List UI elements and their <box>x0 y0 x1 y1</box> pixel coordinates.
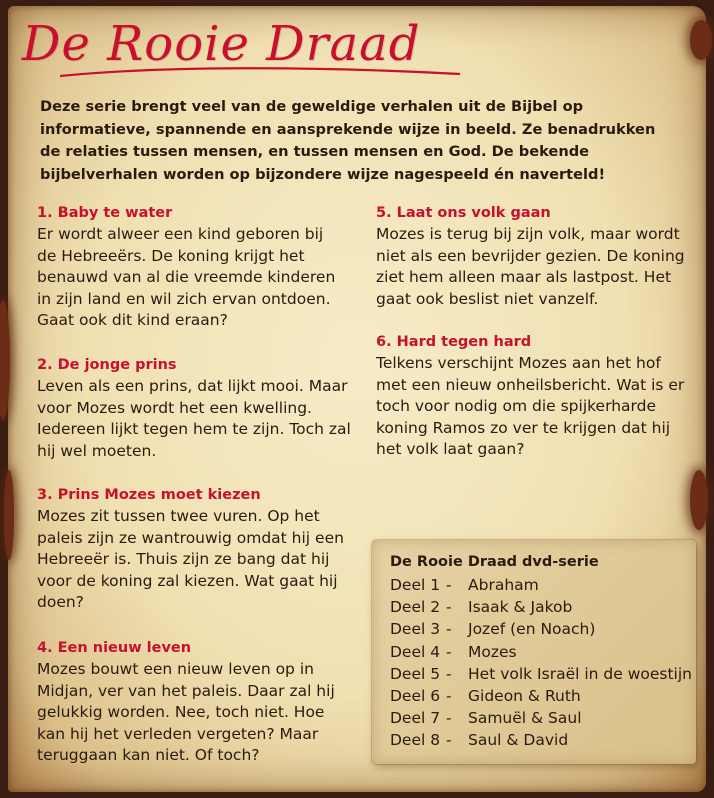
deel-number: Deel 5 <box>390 664 441 683</box>
list-item <box>390 598 692 620</box>
list-item <box>390 687 692 709</box>
episode-text: Telkens verschijnt Mozes aan het hof met een nieuw onheilsbericht. Wat is er toch voor nodig om die spijkerharde koning Ramos zo ver te krijgen dat hij het volk laat gaan? <box>376 354 685 459</box>
episode-heading: 2. De jonge prins <box>37 357 177 373</box>
dvd-series-box <box>372 540 696 764</box>
separator: - <box>446 642 452 661</box>
deel-title: Gideon & Ruth <box>468 686 581 705</box>
episode-heading: 1. Baby te water <box>37 205 173 221</box>
episode-text: Leven als een prins, dat lijkt mooi. Maar voor Mozes wordt het een kwelling. Iedereen lijkt tegen hem te zijn. Toch zal hij wel moeten. <box>37 377 351 460</box>
burn-mark <box>4 470 14 560</box>
separator: - <box>446 620 452 639</box>
episode-heading: 6. Hard tegen hard <box>376 334 532 350</box>
deel-number: Deel 4 <box>390 642 441 661</box>
episode-5 <box>376 202 696 310</box>
separator: - <box>446 686 452 705</box>
separator: - <box>446 664 452 683</box>
episode-heading: 3. Prins Mozes moet kiezen <box>37 487 261 503</box>
deel-title: Samuël & Saul <box>468 709 582 728</box>
separator: - <box>446 576 452 594</box>
deel-number: Deel 1 <box>390 576 441 594</box>
burn-mark <box>690 20 712 60</box>
deel-number: Deel 6 <box>390 686 441 705</box>
deel-number: Deel 8 <box>390 731 441 750</box>
list-item <box>390 731 692 753</box>
list-item <box>390 620 692 642</box>
episode-6 <box>376 331 696 461</box>
list-item <box>390 643 692 665</box>
list-item <box>390 576 692 598</box>
deel-number: Deel 7 <box>390 709 441 728</box>
deel-title: Het volk Israël in de woestijn <box>468 664 692 683</box>
dvd-series-heading: De Rooie Draad dvd-serie <box>390 554 599 570</box>
episode-heading: 5. Laat ons volk gaan <box>376 205 551 221</box>
separator: - <box>446 598 452 617</box>
burn-mark <box>690 470 708 530</box>
separator: - <box>446 731 452 750</box>
intro-text: Deze serie brengt veel van de geweldige verhalen uit de Bijbel op informatieve, spannende en aansprekende wijze in beeld. Ze benadrukken de relaties tussen mensen, en tussen mensen en God. De bekende bijbelverhalen worden op bijzondere wijze nagespeeld én naverteld! <box>40 98 656 183</box>
deel-number: Deel 2 <box>390 598 441 617</box>
dvd-series-list <box>390 576 692 754</box>
deel-title: Jozef (en Noach) <box>468 620 596 639</box>
title-swash-ornament <box>60 64 460 80</box>
deel-title: Saul & David <box>468 731 569 750</box>
page-title: De Rooie Draad <box>22 16 421 72</box>
deel-title: Isaak & Jakob <box>468 598 573 617</box>
episode-text: Mozes bouwt een nieuw leven op in Midjan, ver van het paleis. Daar zal hij gelukkig worden. Nee, toch niet. Hoe kan hij het verleden vergeten? Maar teruggaan kan niet. Of toch? <box>37 660 335 765</box>
episode-3 <box>37 484 355 614</box>
episode-4 <box>37 637 342 767</box>
episode-2 <box>37 354 357 462</box>
list-item <box>390 709 692 731</box>
episode-heading: 4. Een nieuw leven <box>37 640 192 656</box>
episode-text: Mozes is terug bij zijn volk, maar wordt niet als een bevrijder gezien. De koning ziet hem alleen maar als lastpost. Het gaat ook beslist niet vanzelf. <box>376 225 685 308</box>
deel-number: Deel 3 <box>390 620 441 639</box>
episode-text: Er wordt alweer een kind geboren bij de Hebreeërs. De koning krijgt het benauwd van al die vreemde kinderen in zijn land en wil zich ervan ontdoen. Gaat ook dit kind eraan? <box>37 225 336 330</box>
deel-title: Abraham <box>468 576 539 594</box>
episode-text: Mozes zit tussen twee vuren. Op het paleis zijn ze wantrouwig omdat hij een Hebreeër is. Thuis zijn ze bang dat hij voor de koning zal kiezen. Wat gaat hij doen? <box>37 507 344 612</box>
deel-title: Mozes <box>468 642 517 661</box>
episode-1 <box>37 202 342 332</box>
list-item <box>390 665 692 687</box>
separator: - <box>446 709 452 728</box>
